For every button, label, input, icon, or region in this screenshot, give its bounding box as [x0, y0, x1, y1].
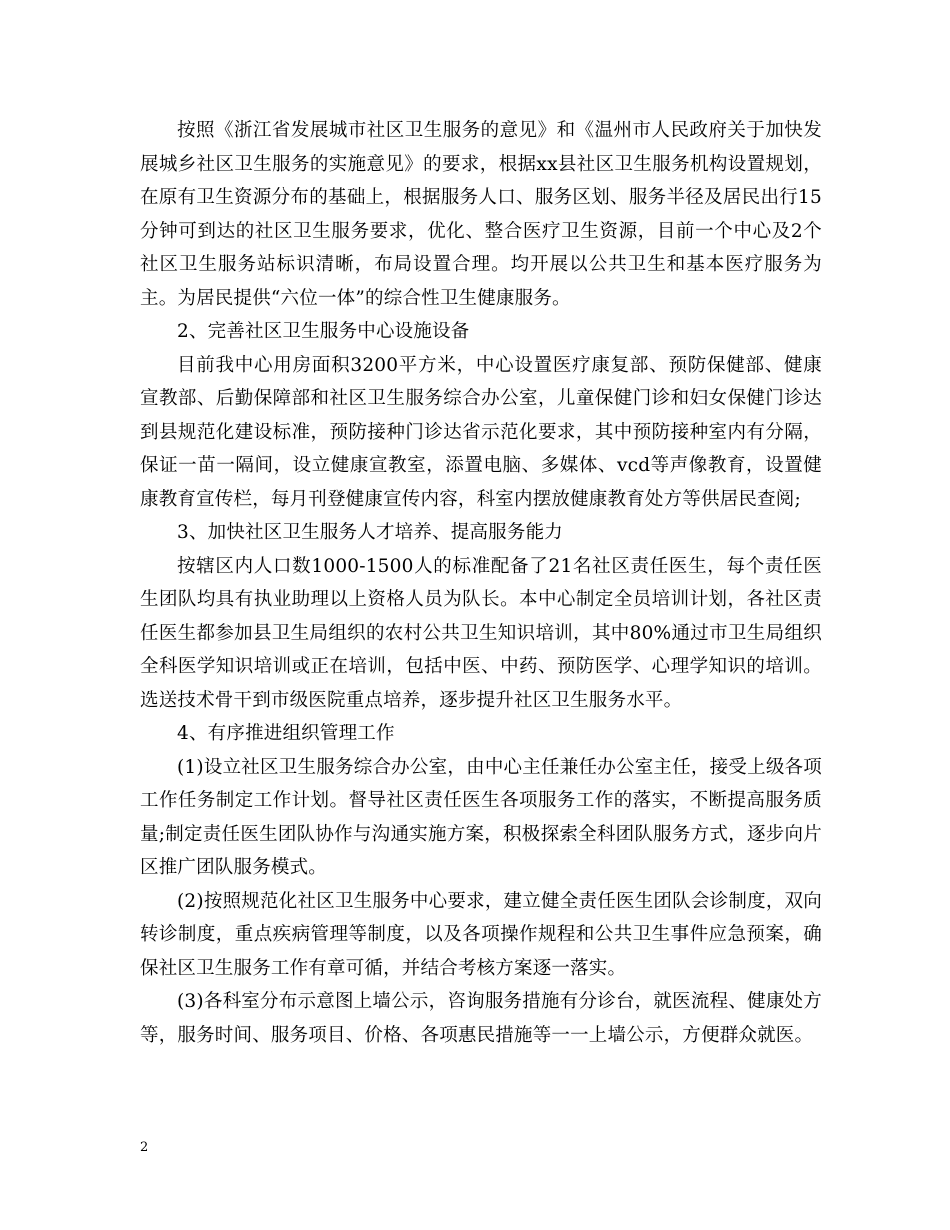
- paragraph-item-1: (1)设立社区卫生服务综合办公室，由中心主任兼任办公室主任，接受上级各项工作任务制定工作计划。督导社区责任医生各项服务工作的落实，不断提高服务质量;制定责任医生团队协作与沟通实施方案，积极探索全科团队服务方式，逐步向片区推广团队服务模式。: [140, 756, 822, 878]
- page-number: 2: [140, 1140, 149, 1155]
- paragraph-training: 按辖区内人口数1000-1500人的标准配备了21名社区责任医生，每个责任医生团队均具有执业助理以上资格人员为队长。本中心制定全员培训计划，各社区责任医生都参加县卫生局组织的农村公共卫生知识培训，其中80%通过市卫生局组织全科医学知识培训或正在培训，包括中医、中药、预防医学、心理学知识的培训。选送技术骨干到市级医院重点培养，逐步提升社区卫生服务水平。: [140, 555, 822, 711]
- document-body: [140, 114, 822, 1052]
- section-heading-3: 3、加快社区卫生服务人才培养、提高服务能力: [177, 522, 563, 543]
- paragraph-intro: 按照《浙江省发展城市社区卫生服务的意见》和《温州市人民政府关于加快发展城乡社区卫生服务的实施意见》的要求，根据xx县社区卫生服务机构设置规划，在原有卫生资源分布的基础上，根据服务人口、服务区划、服务半径及居民出行15分钟可到达的社区卫生服务要求，优化、整合医疗卫生资源，目前一个中心及2个社区卫生服务站标识清晰，布局设置合理。均开展以公共卫生和基本医疗服务为主。为居民提供“六位一体”的综合性卫生健康服务。: [140, 120, 822, 309]
- paragraph-item-3: (3)各科室分布示意图上墙公示，咨询服务措施有分诊台，就医流程、健康处方等，服务时间、服务项目、价格、各项惠民措施等一一上墙公示，方便群众就医。: [140, 991, 822, 1046]
- section-heading-2: 2、完善社区卫生服务中心设施设备: [177, 321, 470, 342]
- section-heading-4: 4、有序推进组织管理工作: [177, 723, 395, 744]
- paragraph-facilities: 目前我中心用房面积3200平方米，中心设置医疗康复部、预防保健部、健康宣教部、后勤保障部和社区卫生服务综合办公室，儿童保健门诊和妇女保健门诊达到县规范化建设标准，预防接种门诊达省示范化要求，其中预防接种室内有分隔，保证一苗一隔间，设立健康宣教室，添置电脑、多媒体、vcd等声像教育，设置健康教育宣传栏，每月刊登健康宣传内容，科室内摆放健康教育处方等供居民查阅;: [140, 354, 822, 510]
- paragraph-item-2: (2)按照规范化社区卫生服务中心要求，建立健全责任医生团队会诊制度，双向转诊制度，重点疾病管理等制度，以及各项操作规程和公共卫生事件应急预案，确保社区卫生服务工作有章可循，并结合考核方案逐一落实。: [140, 890, 822, 979]
